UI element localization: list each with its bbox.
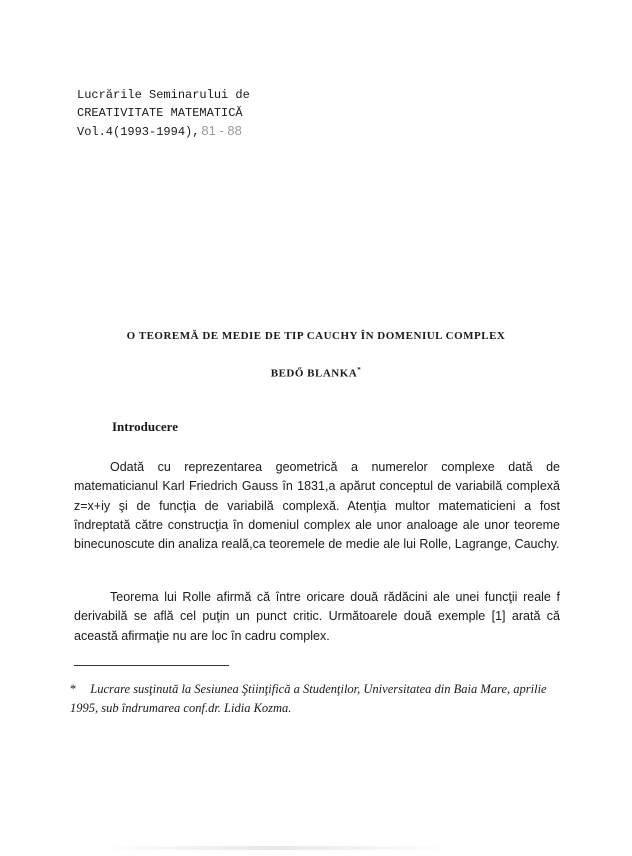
- journal-name-line2: CREATIVITATE MATEMATICĂ: [77, 106, 243, 120]
- author-name: BEDŐ BLANKA: [270, 367, 358, 380]
- footnote-divider: [74, 665, 229, 666]
- paragraph-text: Odată cu reprezentarea geometrică a numerelor complexe dată de matematicianul Karl Friedrich Gauss în 1831,a apărut conceptul de variabilă complexă z=x+iy şi de funcţia de variabilă complexă. Atenţia multor matematicieni a fost îndreptată către construcţia în domeniul complex ale unor analoage ale unor teoreme binecunoscute din analiza reală,ca teoremele de medie ale lui Rolle, Lagrange, Cauchy.: [74, 460, 560, 552]
- paragraph-text: Teorema lui Rolle afirmă că între oricare două rădăcini ale unei funcţii reale f derivabilă se află cel puţin un punct critic. Următoarele două exemple [1] arată că această afirmaţie nu are loc în cadru complex.: [74, 590, 560, 643]
- footnote-text: Lucrare susţinută la Sesiunea Ştiinţifică a Studenţilor, Universitatea din Baia Mare, aprilie 1995, sub îndrumarea conf.dr. Lidia Kozma.: [70, 682, 547, 715]
- author-footnote-mark: *: [357, 366, 362, 374]
- journal-name-line1: Lucrările Seminarului de: [77, 88, 250, 102]
- author-line: [0, 366, 632, 380]
- intro-paragraph-1: [74, 458, 560, 554]
- footnote-mark: *: [70, 682, 77, 696]
- section-heading: Introducere: [112, 419, 178, 434]
- footnote: [70, 680, 560, 718]
- journal-volume-line: [77, 122, 250, 141]
- journal-volume: Vol.4(1993-1994),: [77, 125, 200, 139]
- journal-header: [77, 86, 250, 141]
- intro-paragraph-2: [74, 588, 560, 646]
- scan-artifact: [100, 846, 450, 850]
- page-range-handwritten: 81 - 88: [201, 123, 242, 138]
- paper-title: O TEOREMĂ DE MEDIE DE TIP CAUCHY ÎN DOMENIUL COMPLEX: [126, 330, 506, 342]
